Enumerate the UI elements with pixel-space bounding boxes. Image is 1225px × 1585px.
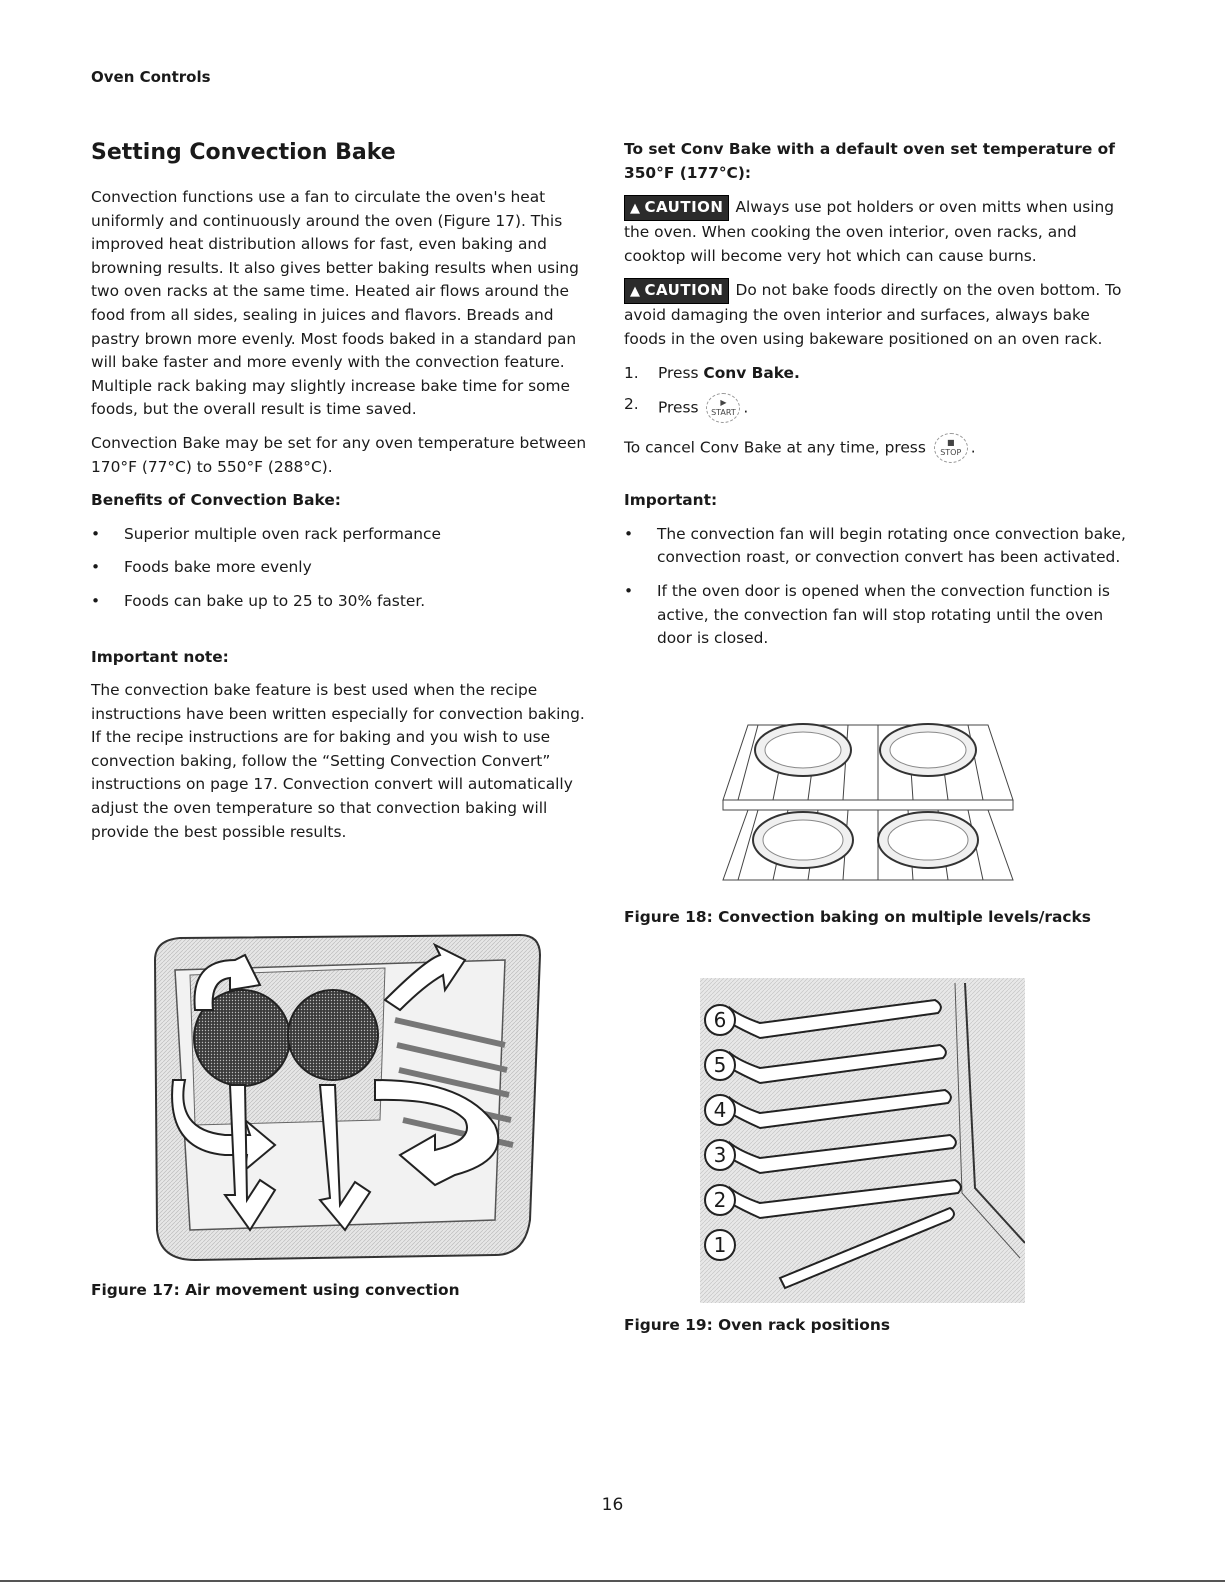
start-button-icon: ▶ START [706, 393, 740, 423]
figure-18-caption: Figure 18: Convection baking on multiple levels/racks [624, 908, 1091, 926]
temperature-range-paragraph: Convection Bake may be set for any oven temperature between 170°F (77°C) to 550°F (288°C). [91, 433, 587, 476]
figure-19-caption: Figure 19: Oven rack positions [624, 1316, 890, 1334]
rack-position-label: 2 [704, 1184, 736, 1216]
list-item: • The convection fan will begin rotating once convection bake, convection roast, or convection convert has been activated. [624, 523, 1129, 570]
set-conv-bake-heading: To set Conv Bake with a default oven set temperature of 350°F (177°C): [624, 140, 1115, 182]
caution-badge: ▲ CAUTION [624, 195, 729, 221]
step-1: 1. Press Conv Bake. [624, 363, 800, 382]
benefits-list [91, 523, 591, 614]
figure-18-multiple-racks-illustration [718, 715, 1018, 885]
bottom-divider [0, 1580, 1225, 1582]
list-item: • Foods bake more evenly [91, 556, 591, 580]
right-column [624, 138, 1129, 661]
page-title: Setting Convection Bake [91, 140, 396, 165]
important-heading: Important: [624, 491, 718, 510]
important-note-heading: Important note: [91, 647, 229, 666]
warning-triangle-icon: ▲ [630, 201, 641, 217]
intro-paragraph: Convection functions use a fan to circulate the oven's heat uniformly and continuously around the oven (Figure 17). This improved heat distribution allows for fast, even baking and browning results. It also gives better baking results when using two oven racks at the same time. Heated air flows around the food from all sides, sealing in juices and flavors. Breads and pastry brown more evenly. Most foods baked in a standard pan will bake faster and more evenly with the convection feature. Multiple rack baking may slightly increase bake time for some foods, but the overall result is time saved. [91, 188, 579, 419]
list-item: • Superior multiple oven rack performance [91, 523, 591, 547]
important-note-text: The convection bake feature is best used when the recipe instructions have been written especially for convection baking. If the recipe instructions are for baking and you wish to use convection baking, follow the “Setting Convection Convert” instructions on page 17. Convection convert will automatically adjust the oven temperature so that convection baking will provide the best possible results. [91, 681, 585, 841]
important-list [624, 523, 1129, 651]
section-header: Oven Controls [91, 68, 211, 86]
rack-position-label: 3 [704, 1139, 736, 1171]
step-2: 2. Press ▶ START . [624, 393, 1129, 423]
left-column [91, 138, 591, 854]
rack-position-label: 1 [704, 1229, 736, 1261]
rack-position-labels [700, 978, 1025, 1303]
list-item: • If the oven door is opened when the convection function is active, the convection fan will stop rotating until the oven door is closed. [624, 580, 1129, 651]
caution-badge: ▲ CAUTION [624, 278, 729, 304]
cancel-instruction: To cancel Conv Bake at any time, press ■ STOP . [624, 433, 1129, 463]
figure-17-oven-convection-illustration [135, 930, 545, 1265]
caution-note-2: ▲ CAUTION Do not bake foods directly on the oven bottom. To avoid damaging the oven interior and surfaces, always bake foods in the oven using bakeware positioned on an oven rack. [624, 278, 1129, 351]
warning-triangle-icon: ▲ [630, 284, 641, 300]
list-item: • Foods can bake up to 25 to 30% faster. [91, 590, 591, 614]
steps-list [624, 362, 1129, 424]
rack-position-label: 4 [704, 1094, 736, 1126]
figure-17-caption: Figure 17: Air movement using convection [91, 1281, 460, 1299]
benefits-heading: Benefits of Convection Bake: [91, 491, 341, 510]
stop-button-icon: ■ STOP [934, 433, 968, 463]
page-number: 16 [601, 1495, 624, 1515]
caution-note-1: ▲ CAUTION Always use pot holders or oven mitts when using the oven. When cooking the oven interior, oven racks, and cooktop will become very hot which can cause burns. [624, 195, 1129, 268]
rack-position-label: 6 [704, 1004, 736, 1036]
rack-position-label: 5 [704, 1049, 736, 1081]
